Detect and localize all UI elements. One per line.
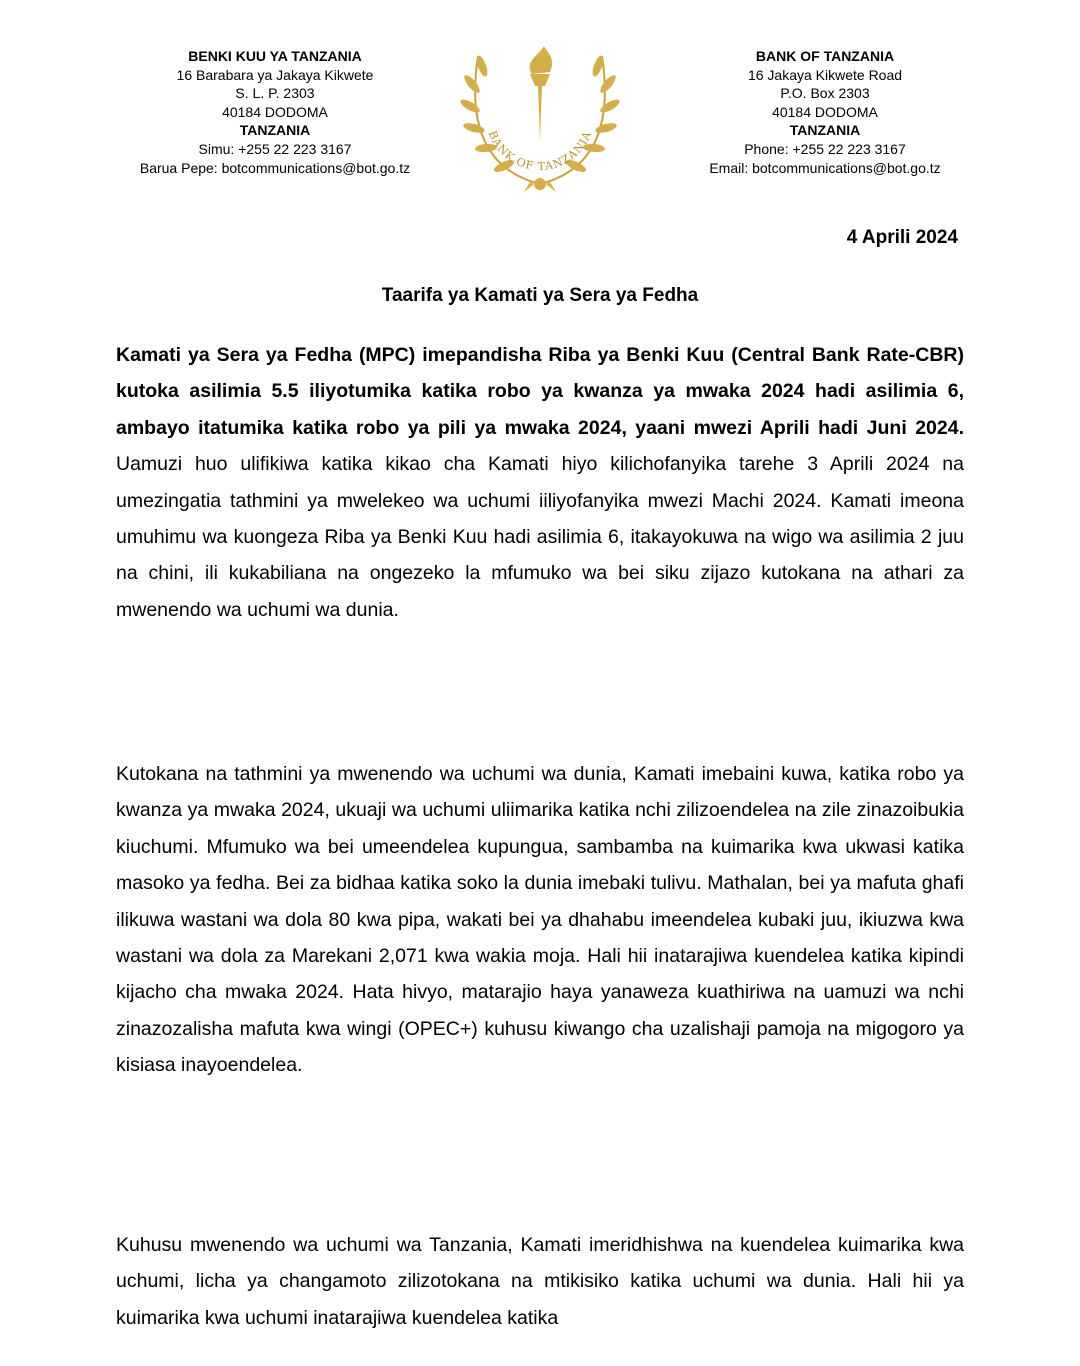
paragraph-2 [116, 756, 964, 1084]
phone-english: Phone: +255 22 223 3167 [744, 140, 906, 157]
paragraph-2-text: Kutokana na tathmini ya mwenendo wa uchumi wa dunia, Kamati imebaini kuwa, katika robo ya kwanza ya mwaka 2024, ukuaji wa uchumi uliimarika katika nchi zilizoendelea na zile zinazoibukia kiuchumi. Mfumuko wa bei umeendelea kupungua, sambamba na kuimarika kwa ukwasi katika masoko ya fedha. Bei za bidhaa katika soko la dunia imebaki tulivu. Mathalan, bei ya mafuta ghafi ilikuwa wastani wa dola 80 kwa pipa, wakati bei ya dhahabu imeendelea kubaki juu, ikiuzwa kwa wastani wa dola za Marekani 2,071 kwa wakia moja. Hali hii inatarajiwa kuendelea katika kipindi kijacho cha mwaka 2024. Hata hivyo, matarajio haya yanaweza kuathiriwa na uamuzi wa nchi zinazozalisha mafuta kwa wingi (OPEC+) kuhusu kiwango cha uzalishaji pamoja na migogoro ya kisiasa inayoendelea. [116, 763, 964, 1077]
paragraph-1-text: Uamuzi huo ulifikiwa katika kikao cha Kamati hiyo kilichofanyika tarehe 3 Aprili 2024 na umezingatia tathmini ya mwelekeo wa uchumi iiliyofanyika mwezi Machi 2024. Kamati imeona umuhimu wa kuongeza Riba ya Benki Kuu hadi asilimia 6, itakayokuwa na wigo wa asilimia 2 juu na chini, ili kukabiliana na ongezeko la mfumuko wa bei siku zijazo kutokana na athari za mwenendo wa uchumi wa dunia. [116, 453, 964, 621]
emblem-text: BANK OF TANZANIA [485, 128, 595, 174]
country-swahili: TANZANIA [239, 122, 311, 139]
phone-swahili: Simu: +255 22 223 3167 [198, 140, 352, 157]
city-english: 40184 DODOMA [772, 103, 878, 120]
country-english: TANZANIA [789, 122, 861, 139]
english-address-block [665, 47, 985, 177]
pobox-english: P.O. Box 2303 [780, 85, 870, 102]
street-swahili: 16 Barabara ya Jakaya Kikwete [176, 66, 374, 83]
paragraph-1-lead: Kamati ya Sera ya Fedha (MPC) imepandisha Riba ya Benki Kuu (Central Bank Rate-CBR) kutoka asilimia 5.5 iliyotumika katika robo ya kwanza ya mwaka 2024 hadi asilimia 6, ambayo itatumika katika robo ya pili ya mwaka 2024, yaani mwezi Aprili hadi Juni 2024. [116, 344, 964, 439]
pobox-swahili: S. L. P. 2303 [235, 85, 315, 102]
city-swahili: 40184 DODOMA [222, 103, 328, 120]
street-english: 16 Jakaya Kikwete Road [747, 66, 903, 83]
document-title: Taarifa ya Kamati ya Sera ya Fedha [381, 285, 699, 306]
paragraph-1 [116, 337, 964, 628]
bank-name-english: BANK OF TANZANIA [755, 48, 895, 64]
letterhead [0, 44, 1080, 184]
swahili-address-block [115, 47, 435, 177]
email-swahili: Barua Pepe: botcommunications@bot.go.tz [139, 159, 411, 176]
paragraph-3-text: Kuhusu mwenendo wa uchumi wa Tanzania, Kamati imeridhishwa na kuendelea kuimarika kwa uchumi, licha ya changamoto zilizotokana na mtikisiko katika uchumi wa dunia. Hali hii ya kuimarika kwa uchumi inatarajiwa kuendelea katika [116, 1234, 964, 1329]
document-date: 4 Aprili 2024 [846, 227, 958, 248]
email-english: Email: botcommunications@bot.go.tz [709, 159, 941, 176]
torch-laurel-emblem-icon [452, 44, 628, 194]
paragraph-3 [116, 1227, 964, 1336]
bank-name-swahili: BENKI KUU YA TANZANIA [188, 48, 362, 64]
